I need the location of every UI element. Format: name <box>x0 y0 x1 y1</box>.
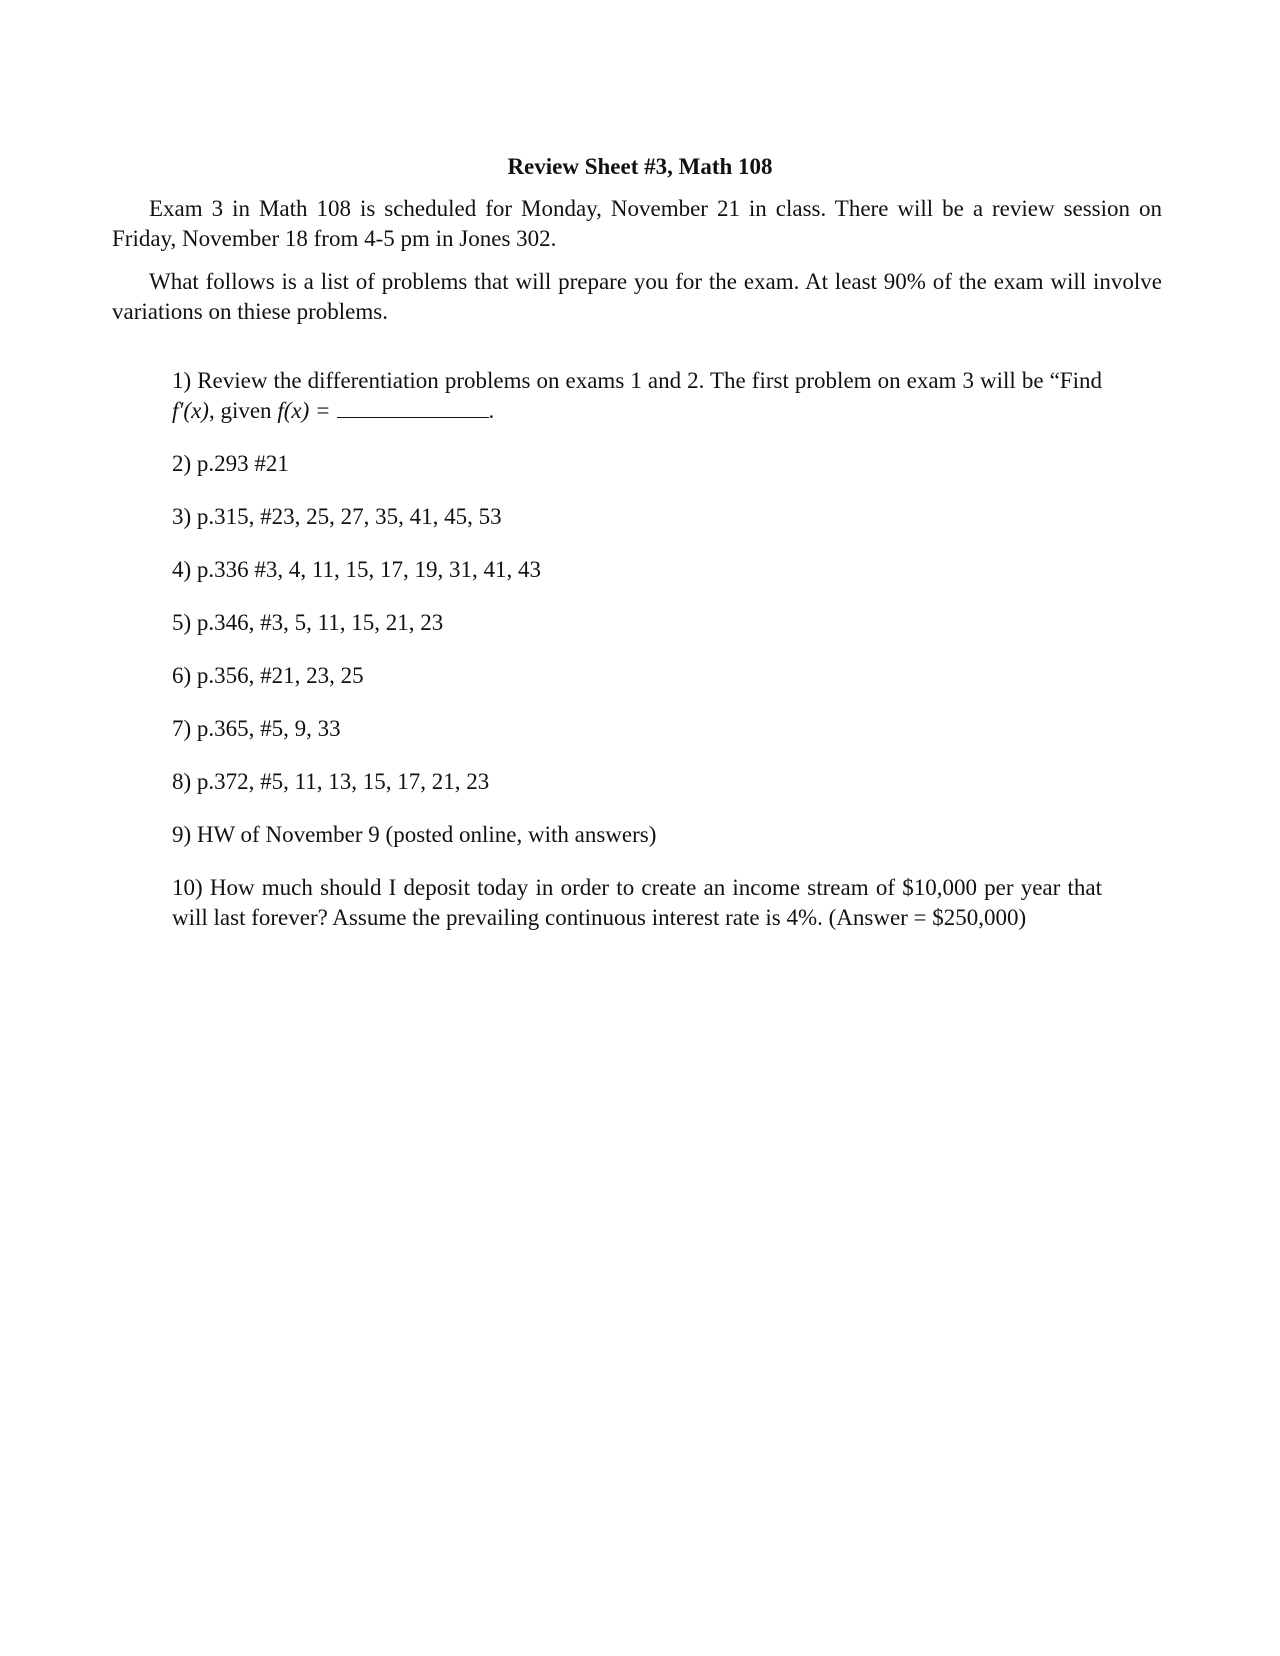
problem-item-2: 2) p.293 #21 <box>172 451 289 476</box>
problem-item-6: 6) p.356, #21, 23, 25 <box>172 663 364 688</box>
problem-item-8: 8) p.372, #5, 11, 13, 15, 17, 21, 23 <box>172 769 490 794</box>
page-title: Review Sheet #3, Math 108 <box>507 154 773 179</box>
problem-1-lead: 1) Review the differentiation problems on exams 1 and 2. The first problem on exam 3 will be “Find <box>172 368 1102 393</box>
problem-item-1 <box>172 366 1102 426</box>
problem-item-7: 7) p.365, #5, 9, 33 <box>172 716 341 741</box>
problem-item-9: 9) HW of November 9 (posted online, with answers) <box>172 822 657 847</box>
answer-blank <box>337 399 489 418</box>
problem-item-5: 5) p.346, #3, 5, 11, 15, 21, 23 <box>172 610 444 635</box>
problem-item-3: 3) p.315, #23, 25, 27, 35, 41, 45, 53 <box>172 504 502 529</box>
f-prime-expression: f′(x) <box>172 398 209 423</box>
intro-paragraph: Exam 3 in Math 108 is scheduled for Monday, November 21 in class. There will be a review session on Friday, November 18 from 4-5 pm in Jones 302. <box>112 196 1162 251</box>
problem-item-10: 10) How much should I deposit today in order to create an income stream of $10,000 per year that will last forever? Assume the prevailing continuous interest rate is 4%. (Answer = $250,000) <box>172 875 1102 930</box>
problem-1-given: , given <box>208 398 278 423</box>
f-expression: f(x) = <box>277 398 331 423</box>
problem-list <box>172 366 1102 956</box>
instructions-paragraph: What follows is a list of problems that will prepare you for the exam. At least 90% of the exam will involve variations on thiese problems. <box>112 269 1162 324</box>
problem-1-end: . <box>488 398 495 423</box>
problem-item-4: 4) p.336 #3, 4, 11, 15, 17, 19, 31, 41, 43 <box>172 557 542 582</box>
